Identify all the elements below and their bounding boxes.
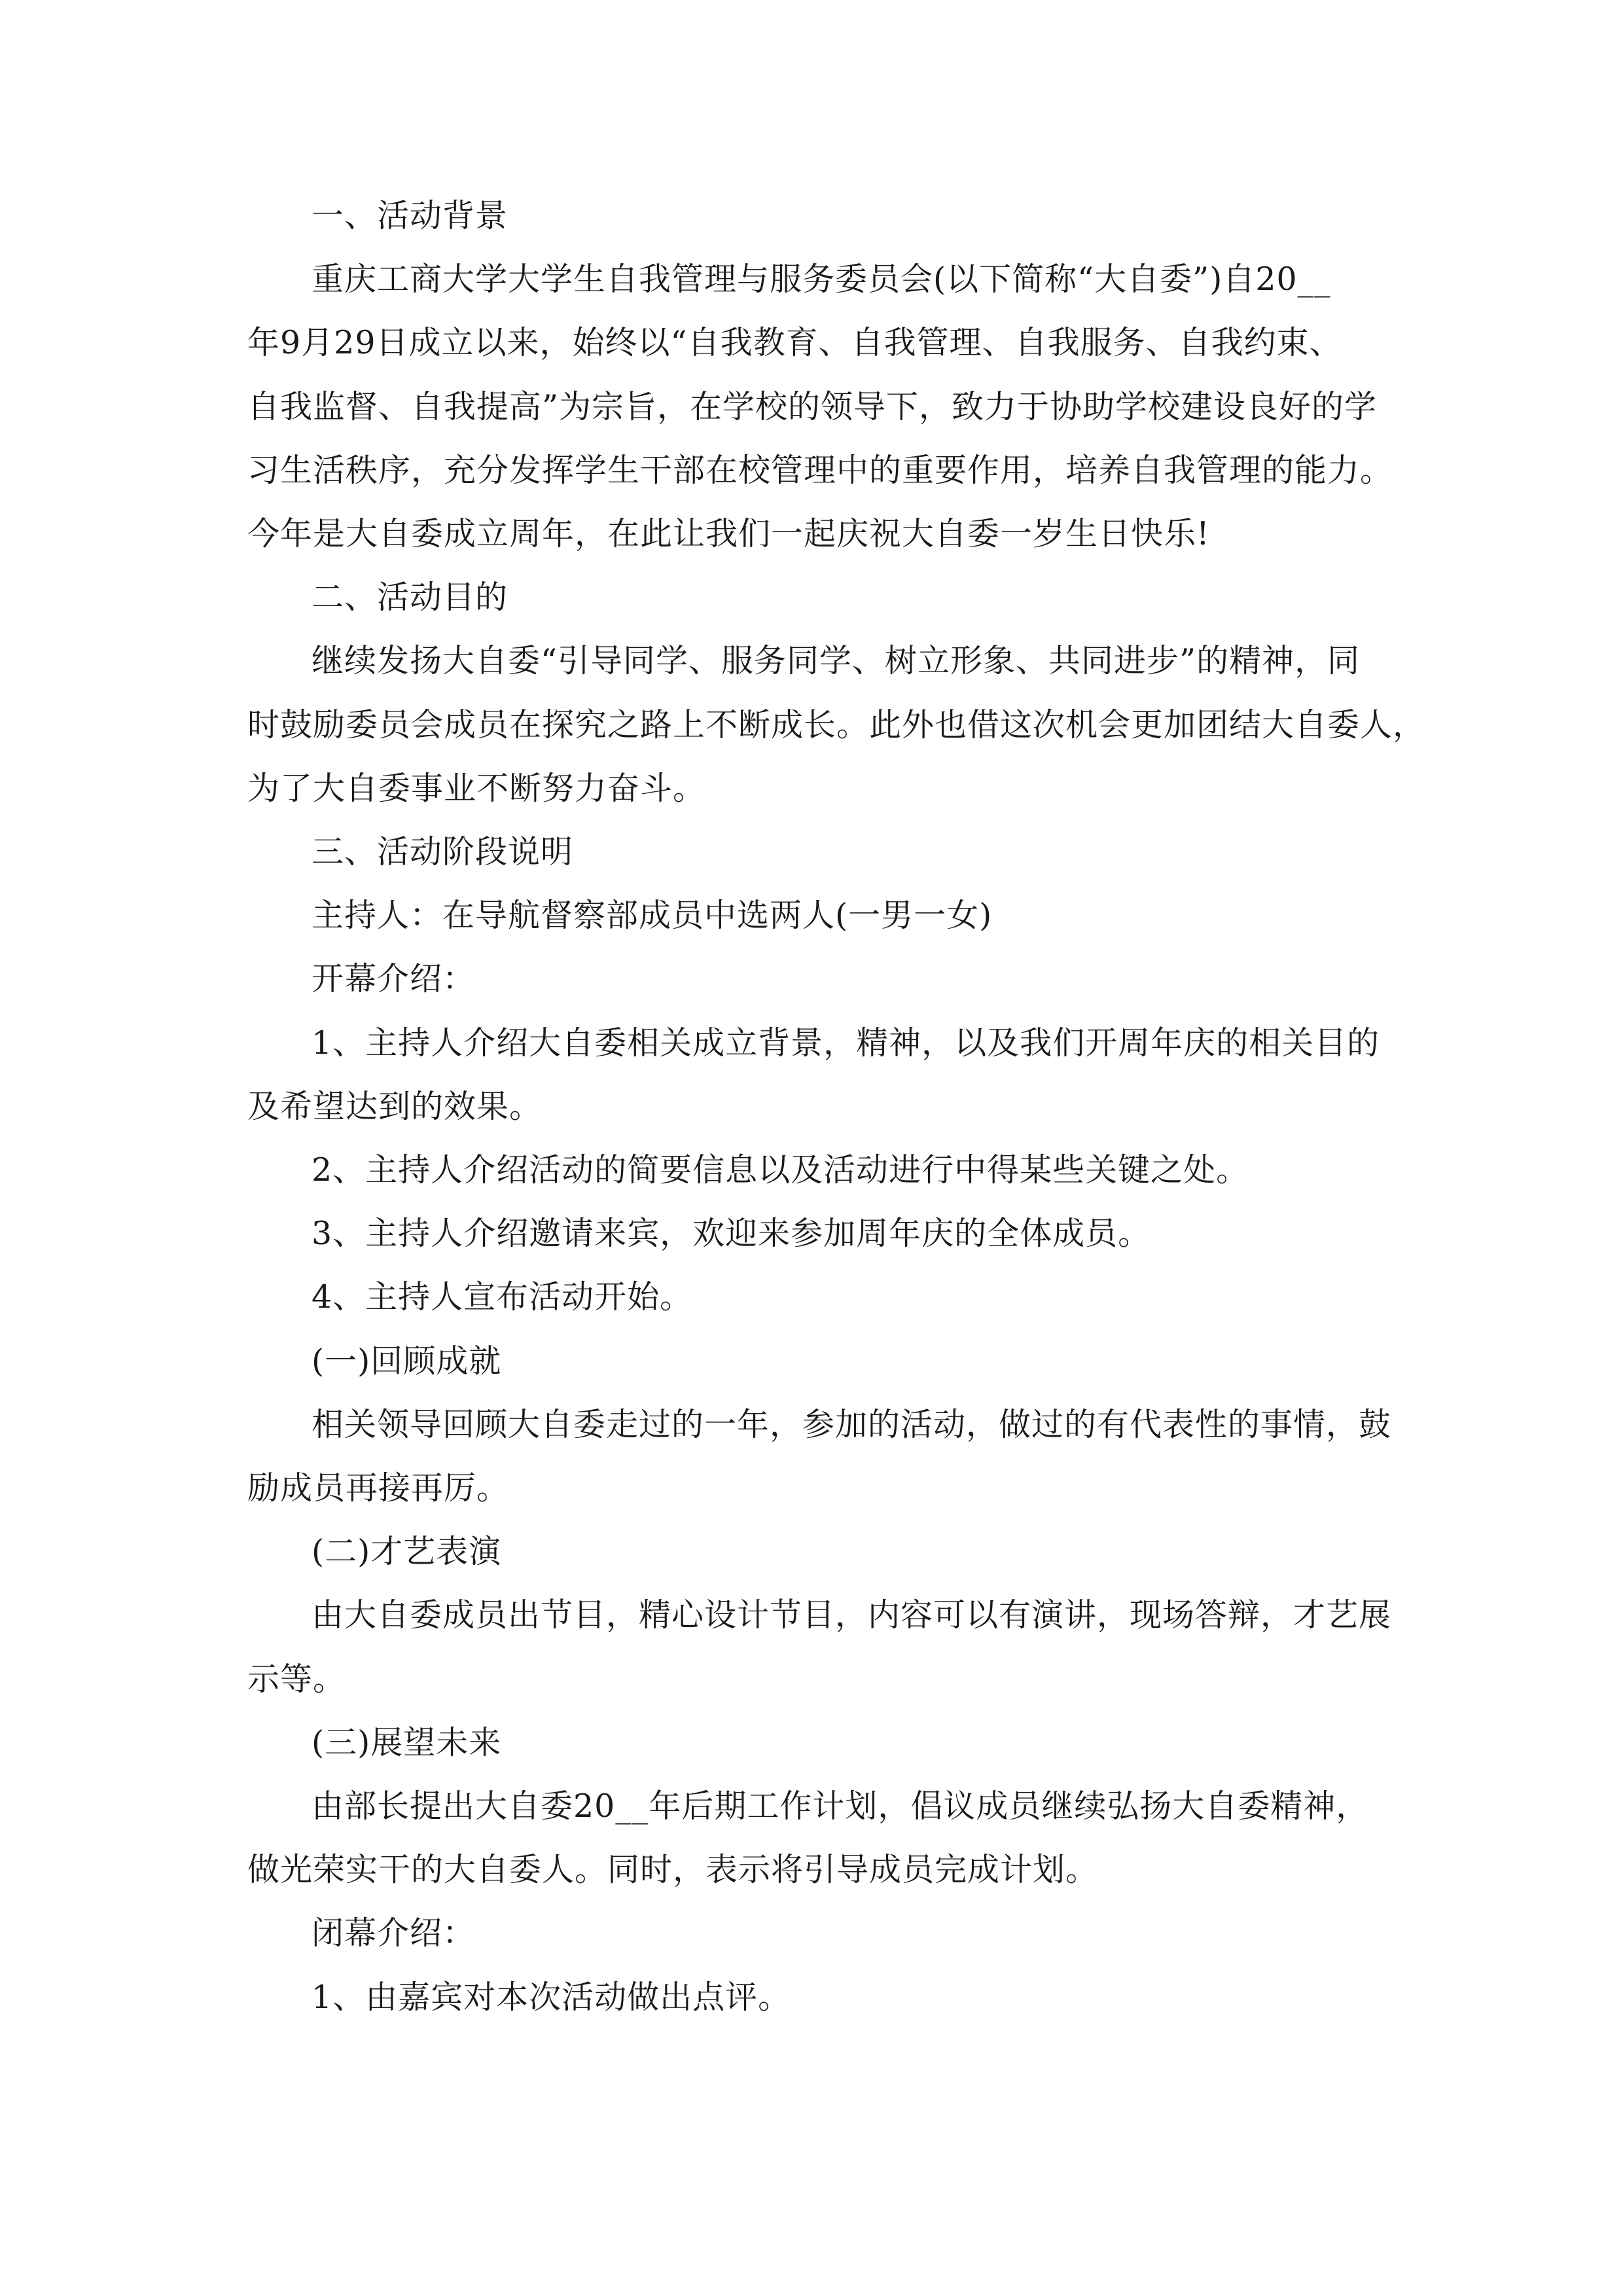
- text-line: 习生活秩序，充分发挥学生干部在校管理中的重要作用，培养自我管理的能力。: [247, 451, 1393, 489]
- text-line: 1、主持人介绍大自委相关成立背景，精神，以及我们开周年庆的相关目的: [312, 1024, 1380, 1062]
- text-line: (二)才艺表演: [312, 1533, 502, 1571]
- text-line: 做光荣实干的大自委人。同时，表示将引导成员完成计划。: [247, 1851, 1099, 1889]
- text-line: 三、活动阶段说明: [312, 833, 574, 870]
- text-line: 1、由嘉宾对本次活动做出点评。: [312, 1978, 791, 2016]
- text-line: 自我监督、自我提高”为宗旨，在学校的领导下，致力于协助学校建设良好的学: [247, 387, 1378, 425]
- text-line: 闭幕介绍：: [312, 1914, 476, 1952]
- text-line: 为了大自委事业不断努力奋斗。: [247, 769, 706, 807]
- text-line: 4、主持人宣布活动开始。: [312, 1278, 693, 1316]
- text-line: 由大自委成员出节目，精心设计节目，内容可以有演讲，现场答辩，才艺展: [312, 1596, 1392, 1634]
- text-line: 相关领导回顾大自委走过的一年，参加的活动，做过的有代表性的事情，鼓: [312, 1405, 1392, 1443]
- text-line: 重庆工商大学大学生自我管理与服务委员会(以下简称“大自委”)自20__: [312, 260, 1331, 298]
- text-line: 及希望达到的效果。: [247, 1087, 543, 1125]
- text-line: 年9月29日成立以来，始终以“自我教育、自我管理、自我服务、自我约束、: [247, 324, 1342, 362]
- text-line: (三)展望未来: [312, 1723, 502, 1761]
- text-line: 二、活动目的: [312, 579, 508, 617]
- text-line: 励成员再接再厉。: [247, 1469, 510, 1507]
- text-line: 3、主持人介绍邀请来宾，欢迎来参加周年庆的全体成员。: [312, 1215, 1151, 1253]
- text-line: 主持人：在导航督察部成员中选两人(一男一女): [312, 897, 993, 935]
- text-line: 时鼓励委员会成员在探究之路上不断成长。此外也借这次机会更加团结大自委人，: [247, 706, 1426, 744]
- text-line: (一)回顾成就: [312, 1342, 502, 1380]
- text-line: 继续发扬大自委“引导同学、服务同学、树立形象、共同进步”的精神，同: [312, 642, 1361, 680]
- text-line: 今年是大自委成立周年，在此让我们一起庆祝大自委一岁生日快乐!: [247, 515, 1210, 552]
- text-line: 由部长提出大自委20__年后期工作计划，倡议成员继续弘扬大自委精神，: [312, 1787, 1369, 1825]
- text-line: 2、主持人介绍活动的简要信息以及活动进行中得某些关键之处。: [312, 1151, 1249, 1189]
- text-line: 开幕介绍：: [312, 960, 476, 998]
- text-line: 一、活动背景: [312, 197, 508, 234]
- text-line: 示等。: [247, 1660, 346, 1698]
